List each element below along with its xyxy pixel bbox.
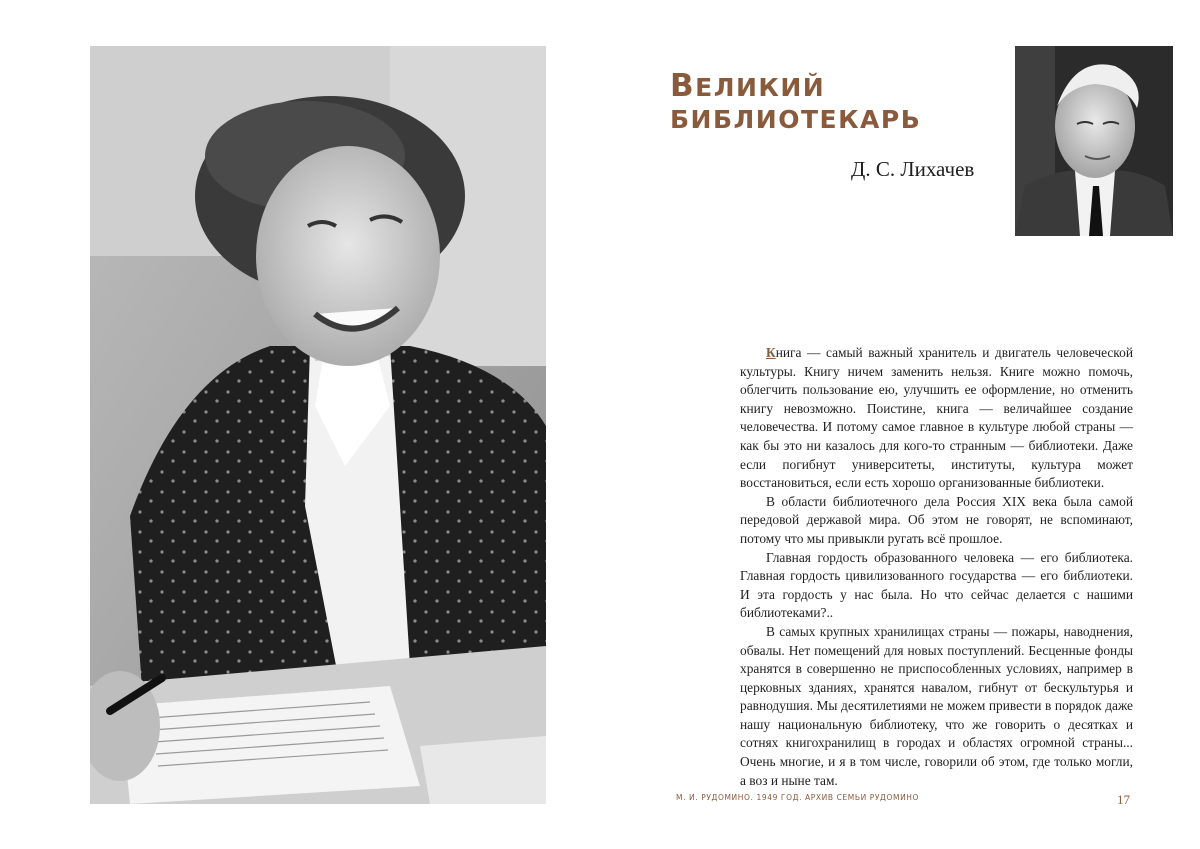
page-number: 17 xyxy=(1117,792,1130,807)
author-name: Д. С. Лихачев xyxy=(851,157,975,181)
title-line-1 xyxy=(670,70,921,104)
paragraph-2: В области библиотечного дела Россия XIX века была самой передовой державой мира. Об этом не говорят, не вспоминают, потому что мы привыкли ругать всё прошлое. xyxy=(740,493,1133,546)
portrait-photo-rudomino xyxy=(90,46,546,804)
paragraph-initial: К xyxy=(766,345,776,360)
paragraph-1-text: нига — самый важный хранитель и двигатель человеческой культуры. Книгу ничем заменить нельзя. Книге можно помочь, облегчить пользование ею, улучшить ее оформление, но отменить книгу невозможно. Поистине, книга — величайшее создание человечества. И потому самое главное в культуре любой страны — как бы это ни казалось для кого-то странным — библиотеки. Даже если погибнут университеты, институты, культура может восстановиться, если есть хорошо организованные библиотеки. xyxy=(740,345,1133,491)
title-rest: ЕЛИКИЙ xyxy=(695,73,826,102)
article-title xyxy=(670,70,921,136)
paragraph-3: Главная гордость образованного человека — его библиотека. Главная гордость цивилизованного государства — его библиотеки. И эта гордость у нас была. Но что сейчас делается с нашими библиотеками?.. xyxy=(740,549,1133,621)
paragraph-1 xyxy=(740,344,1133,493)
title-line-2: БИБЛИОТЕКАРЬ xyxy=(670,105,922,134)
paragraph-4: В самых крупных хранилищах страны — пожары, наводнения, обвалы. Нет помещений для новых поступлений. Бесценные фонды хранятся в совершенно не приспособленных условиях, например в церковных зданиях, хранятся навалом, гибнут от бескультурья и равнодушия. Мы десятилетиями не можем привести в порядок даже нашу национальную библиотеку, что же говорить о десятках и сотнях книгохранилищ в городах и областях огромной страны... Очень многие, и я в том числе, говорили об этом, где только могли, а воз и ныне там. xyxy=(740,623,1133,788)
title-initial: В xyxy=(670,68,696,104)
article-body xyxy=(740,344,1133,790)
portrait-photo-likhachev xyxy=(1015,46,1173,236)
photo-caption: М. И. РУДОМИНО. 1949 ГОД. АРХИВ СЕМЬИ РУДОМИНО xyxy=(676,793,920,802)
